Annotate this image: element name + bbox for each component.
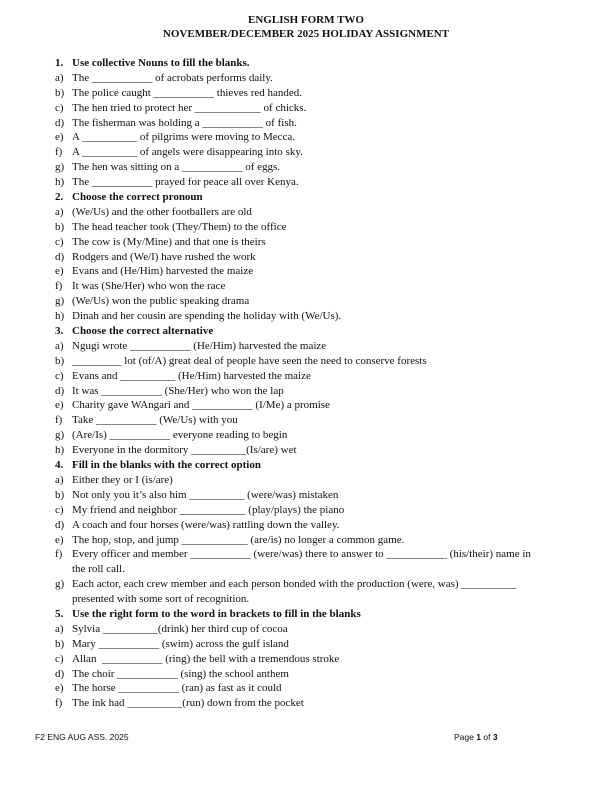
question-label: d) bbox=[55, 116, 65, 129]
question-item bbox=[53, 622, 583, 637]
question-label: f) bbox=[55, 146, 63, 159]
question-item bbox=[53, 547, 583, 562]
question-text: The hop, stop, and jump ____________ (are/is) no longer a common game. bbox=[72, 533, 405, 546]
question-item bbox=[53, 294, 583, 309]
section-heading-text: Fill in the blanks with the correct option bbox=[72, 459, 261, 472]
question-item bbox=[53, 101, 583, 116]
section-heading bbox=[53, 458, 583, 473]
question-label: a) bbox=[55, 205, 64, 218]
question-label: b) bbox=[55, 488, 65, 501]
question-label: e) bbox=[55, 533, 64, 546]
page-total: 3 bbox=[492, 732, 498, 742]
question-text: The ink had __________(run) down from the pocket bbox=[72, 697, 304, 710]
question-text: (We/Us) and the other footballers are old bbox=[72, 205, 252, 218]
question-item bbox=[53, 235, 583, 250]
question-continuation bbox=[53, 592, 583, 607]
question-text: A __________ of pilgrims were moving to Mecca. bbox=[72, 131, 296, 144]
page-current: 1 bbox=[476, 732, 481, 742]
question-item bbox=[53, 518, 583, 533]
question-item bbox=[53, 220, 583, 235]
question-label: e) bbox=[55, 131, 64, 144]
question-label: a) bbox=[55, 339, 64, 352]
question-label: b) bbox=[55, 86, 65, 99]
question-label: h) bbox=[55, 444, 65, 457]
section-heading bbox=[53, 324, 583, 339]
question-text: Either they or I (is/are) bbox=[72, 473, 173, 486]
section-heading-text: Choose the correct alternative bbox=[72, 325, 214, 338]
question-item bbox=[53, 309, 583, 324]
question-item bbox=[53, 667, 583, 682]
question-label: b) bbox=[55, 220, 65, 233]
question-label: c) bbox=[55, 235, 64, 248]
question-item bbox=[53, 279, 583, 294]
question-item bbox=[53, 264, 583, 279]
page-of: of bbox=[483, 732, 491, 742]
section-number: 3. bbox=[55, 325, 64, 338]
question-label: d) bbox=[55, 250, 65, 263]
question-item bbox=[53, 443, 583, 458]
question-text: Take ___________ (We/Us) with you bbox=[72, 414, 238, 427]
question-item bbox=[53, 503, 583, 518]
question-label: c) bbox=[55, 652, 64, 665]
question-label: d) bbox=[55, 667, 65, 680]
question-item bbox=[53, 175, 583, 190]
question-label: c) bbox=[55, 369, 64, 382]
question-text: Dinah and her cousin are spending the holiday with (We/Us). bbox=[72, 310, 342, 323]
question-item bbox=[53, 369, 583, 384]
section-heading bbox=[53, 607, 583, 622]
question-text: The hen was sitting on a ___________ of eggs. bbox=[72, 161, 281, 174]
assignment-body bbox=[53, 56, 583, 711]
question-item bbox=[53, 354, 583, 369]
question-text: The choir ___________ (sing) the school anthem bbox=[72, 667, 289, 680]
question-text: The horse ___________ (ran) as fast as it could bbox=[72, 682, 282, 695]
question-label: a) bbox=[55, 71, 64, 84]
footer-code: F2 ENG AUG ASS. 2025 bbox=[35, 732, 129, 742]
question-text: Charity gave WAngari and ___________ (I/Me) a promise bbox=[72, 399, 330, 412]
page-number bbox=[454, 732, 498, 742]
question-item bbox=[53, 413, 583, 428]
question-item bbox=[53, 384, 583, 399]
question-label: b) bbox=[55, 637, 65, 650]
question-text: The police caught ___________ thieves red handed. bbox=[72, 86, 303, 99]
question-item bbox=[53, 533, 583, 548]
question-text: Each actor, each crew member and each person bonded with the production (were, was) __________ bbox=[72, 578, 517, 591]
question-text: The cow is (My/Mine) and that one is theirs bbox=[72, 235, 266, 248]
section-heading bbox=[53, 56, 583, 71]
question-item bbox=[53, 428, 583, 443]
section-number: 4. bbox=[55, 459, 64, 472]
question-label: f) bbox=[55, 548, 63, 561]
question-text: A __________ of angels were disappearing into sky. bbox=[72, 146, 303, 159]
question-item bbox=[53, 145, 583, 160]
question-label: c) bbox=[55, 503, 64, 516]
question-label: g) bbox=[55, 295, 65, 308]
question-text-continued: the roll call. bbox=[72, 563, 125, 576]
question-text: The fisherman was holding a ___________ of fish. bbox=[72, 116, 297, 129]
question-text: Allan ___________ (ring) the bell with a tremendous stroke bbox=[72, 652, 340, 665]
question-text: Everyone in the dormitory __________(Is/are) wet bbox=[72, 444, 297, 457]
question-label: e) bbox=[55, 265, 64, 278]
document-title: ENGLISH FORM TWO bbox=[248, 14, 364, 26]
question-label: f) bbox=[55, 697, 63, 710]
question-item bbox=[53, 681, 583, 696]
question-text: Every officer and member ___________ (were/was) there to answer to ___________ (his/their) name in bbox=[72, 548, 531, 561]
question-item bbox=[53, 473, 583, 488]
question-label: g) bbox=[55, 429, 65, 442]
question-continuation bbox=[53, 562, 583, 577]
question-text: The ___________ prayed for peace all over Kenya. bbox=[72, 176, 299, 189]
question-label: c) bbox=[55, 101, 64, 114]
document-subtitle: NOVEMBER/DECEMBER 2025 HOLIDAY ASSIGNMENT bbox=[162, 28, 450, 40]
question-item bbox=[53, 250, 583, 265]
section-heading-text: Use the right form to the word in brackets to fill in the blanks bbox=[72, 607, 361, 620]
question-label: g) bbox=[55, 578, 65, 591]
question-text: My friend and neighbor ____________ (play/plays) the piano bbox=[72, 503, 345, 516]
question-text: Rodgers and (We/I) have rushed the work bbox=[72, 250, 256, 263]
question-item bbox=[53, 398, 583, 413]
question-label: e) bbox=[55, 682, 64, 695]
page-word: Page bbox=[454, 732, 474, 742]
question-item bbox=[53, 86, 583, 101]
section-heading-text: Choose the correct pronoun bbox=[72, 191, 203, 204]
question-text: The ___________ of acrobats performs daily. bbox=[72, 71, 273, 84]
question-label: a) bbox=[55, 622, 64, 635]
question-label: d) bbox=[55, 384, 65, 397]
question-text: Ngugi wrote ___________ (He/Him) harvested the maize bbox=[72, 339, 327, 352]
question-label: g) bbox=[55, 161, 65, 174]
question-label: a) bbox=[55, 473, 64, 486]
question-text-continued: presented with some sort of recognition. bbox=[72, 593, 250, 606]
question-label: h) bbox=[55, 176, 65, 189]
question-text: It was (She/Her) who won the race bbox=[72, 280, 226, 293]
section-number: 2. bbox=[55, 191, 64, 204]
question-label: b) bbox=[55, 354, 65, 367]
question-label: h) bbox=[55, 310, 65, 323]
section-heading bbox=[53, 190, 583, 205]
question-item bbox=[53, 696, 583, 711]
question-item bbox=[53, 160, 583, 175]
question-text: _________ lot (of/A) great deal of people have seen the need to conserve forests bbox=[72, 354, 427, 367]
question-item bbox=[53, 577, 583, 592]
question-item bbox=[53, 71, 583, 86]
question-item bbox=[53, 205, 583, 220]
question-text: Evans and __________ (He/Him) harvested the maize bbox=[72, 369, 311, 382]
section-number: 5. bbox=[55, 607, 64, 620]
question-text: (Are/Is) ___________ everyone reading to begin bbox=[72, 429, 288, 442]
question-text: It was ___________ (She/Her) who won the lap bbox=[72, 384, 284, 397]
question-text: The hen tried to protect her ____________ of chicks. bbox=[72, 101, 307, 114]
question-text: A coach and four horses (were/was) rattling down the valley. bbox=[72, 518, 340, 531]
question-text: Not only you it’s also him __________ (were/was) mistaken bbox=[72, 488, 339, 501]
question-item bbox=[53, 116, 583, 131]
question-text: The head teacher took (They/Them) to the office bbox=[72, 220, 287, 233]
section-heading-text: Use collective Nouns to fill the blanks. bbox=[72, 57, 250, 69]
question-item bbox=[53, 652, 583, 667]
question-label: f) bbox=[55, 414, 63, 427]
question-item bbox=[53, 339, 583, 354]
section-number: 1. bbox=[55, 57, 64, 69]
question-item bbox=[53, 130, 583, 145]
question-item bbox=[53, 488, 583, 503]
question-text: Sylvia __________(drink) her third cup of cocoa bbox=[72, 622, 288, 635]
question-text: Mary ___________ (swim) across the gulf island bbox=[72, 637, 289, 650]
question-text: Evans and (He/Him) harvested the maize bbox=[72, 265, 254, 278]
question-text: (We/Us) won the public speaking drama bbox=[72, 295, 250, 308]
question-item bbox=[53, 637, 583, 652]
question-label: e) bbox=[55, 399, 64, 412]
question-label: d) bbox=[55, 518, 65, 531]
question-label: f) bbox=[55, 280, 63, 293]
